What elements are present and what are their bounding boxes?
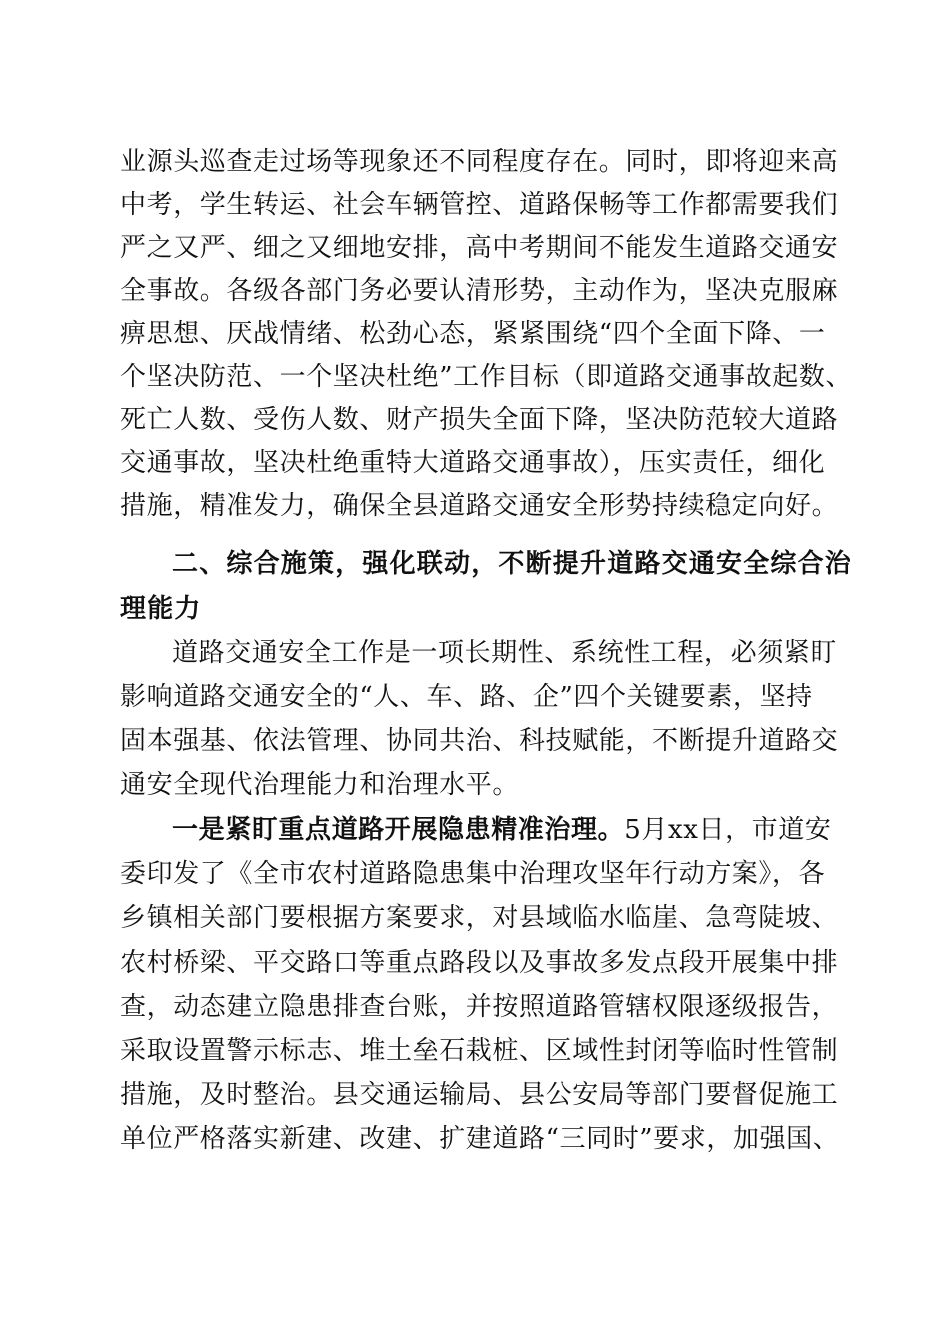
para2-line: 影响道路交通安全的“人、车、路、企”四个关键要素，坚持 xyxy=(120,682,813,712)
para3-line: 措施，及时整治。县交通运输局、县公安局等部门要督促施工 xyxy=(120,1080,839,1110)
para1-line: 中考，学生转运、社会车辆管控、道路保畅等工作都需要我们 xyxy=(120,190,839,220)
para3-line: 单位严格落实新建、改建、扩建道路“三同时”要求，加强国、 xyxy=(120,1124,840,1154)
para3-line: 委印发了《全市农村道路隐患集中治理攻坚年行动方案》，各 xyxy=(120,859,826,889)
section-heading: 理能力 xyxy=(120,594,202,624)
para1-line: 痹思想、厌战情绪、松劲心态，紧紧围绕“四个全面下降、一 xyxy=(120,319,826,349)
para3-first-line xyxy=(172,814,831,846)
para3-line: 查，动态建立隐患排查台账，并按照道路管辖权限逐级报告， xyxy=(120,992,839,1022)
para1-line: 全事故。各级各部门务必要认清形势，主动作为，坚决克服麻 xyxy=(120,276,839,306)
para1-line: 交通事故，坚决杜绝重特大道路交通事故），压实责任，细化 xyxy=(120,448,826,478)
para1-line: 死亡人数、受伤人数、财产损失全面下降，坚决防范较大道路 xyxy=(120,405,839,435)
para3-first-rest: 5月xx日，市道安 xyxy=(624,815,832,845)
section-heading: 二、综合施策，强化联动，不断提升道路交通安全综合治 xyxy=(172,549,853,579)
para1-line: 个坚决防范、一个坚决杜绝”工作目标（即道路交通事故起数、 xyxy=(120,362,853,392)
para1-line: 业源头巡查走过场等现象还不同程度存在。同时，即将迎来高 xyxy=(120,147,839,177)
para3-line: 农村桥梁、平交路口等重点路段以及事故多发点段开展集中排 xyxy=(120,948,839,978)
para1-line: 严之又严、细之又细地安排，高中考期间不能发生道路交通安 xyxy=(120,233,839,263)
para3-line: 采取设置警示标志、堆土垒石栽桩、区域性封闭等临时性管制 xyxy=(120,1036,839,1066)
para2-line: 道路交通安全工作是一项长期性、系统性工程，必须紧盯 xyxy=(172,638,838,668)
para1-line: 措施，精准发力，确保全县道路交通安全形势持续稳定向好。 xyxy=(120,491,839,521)
para3-lead: 一是紧盯重点道路开展隐患精准治理。 xyxy=(172,815,625,845)
para3-line: 乡镇相关部门要根据方案要求，对县域临水临崖、急弯陡坡、 xyxy=(120,903,839,933)
para2-line: 固本强基、依法管理、协同共治、科技赋能，不断提升道路交 xyxy=(120,726,839,756)
para2-line: 通安全现代治理能力和治理水平。 xyxy=(120,770,520,800)
